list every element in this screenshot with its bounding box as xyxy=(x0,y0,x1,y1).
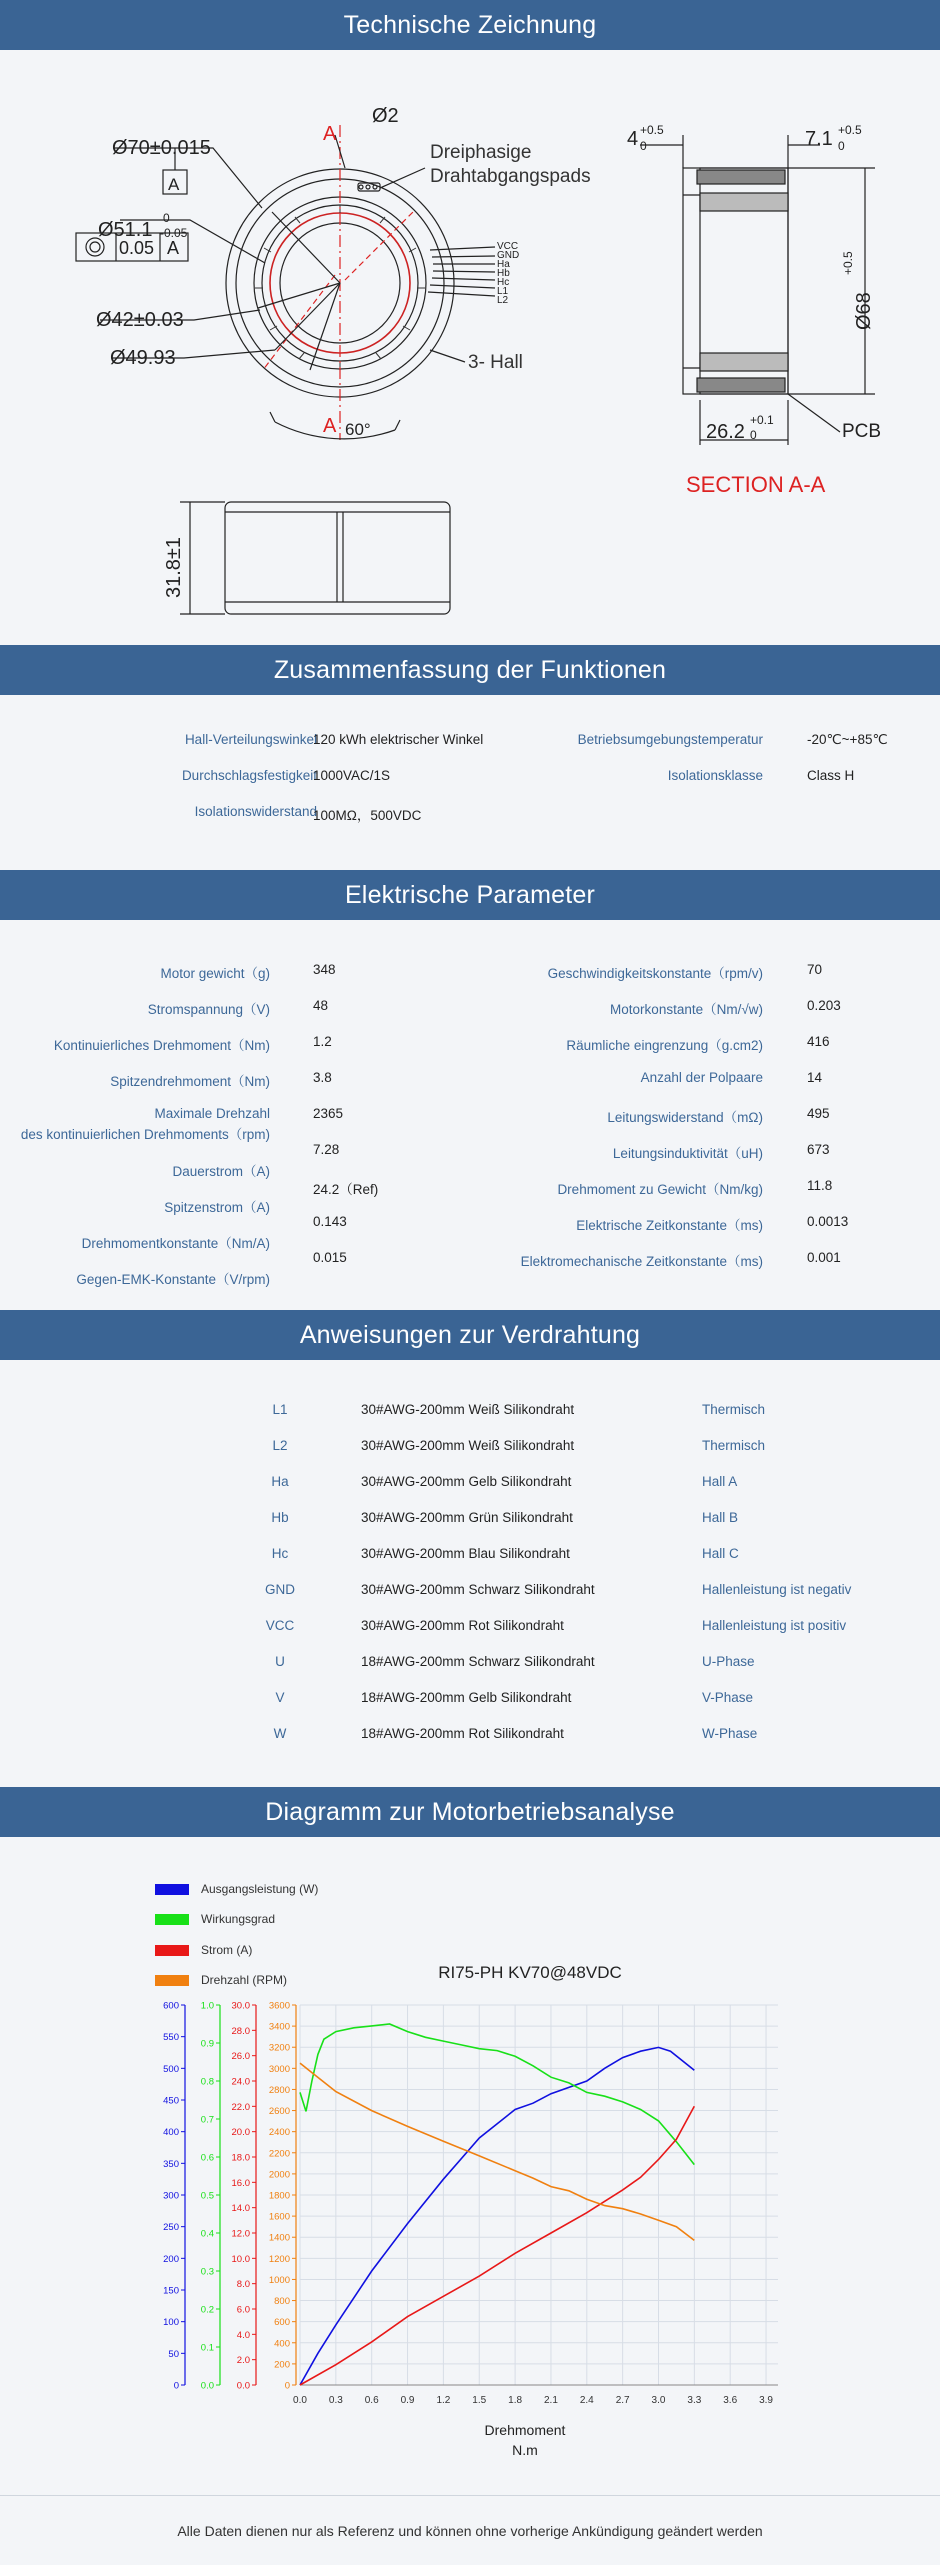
wire-function: Hall A xyxy=(702,1474,738,1489)
y-tick-label: 200 xyxy=(163,2253,179,2265)
y-tick-label: 22.0 xyxy=(231,2101,250,2113)
table-row xyxy=(0,1474,940,1494)
wire-name: Ha xyxy=(271,1474,289,1489)
wire-name: U xyxy=(275,1654,285,1669)
dim-49: Ø49.93 xyxy=(110,347,176,369)
dim-7: 7.1 xyxy=(805,128,833,150)
x-tick-label: 1.5 xyxy=(472,2395,487,2406)
wire-spec: 30#AWG-200mm Weiß Silikondraht xyxy=(361,1402,575,1417)
y-tick-label: 0.0 xyxy=(236,2380,250,2392)
pin-label: L1 xyxy=(497,286,509,297)
param-value: 0.001 xyxy=(807,1250,841,1265)
param-label: Elektromechanische Zeitkonstante（ms) xyxy=(520,1254,763,1269)
y-tick-label: 0.5 xyxy=(200,2190,214,2202)
section-mark-top: A xyxy=(323,123,337,145)
footer-note: Alle Daten dienen nur als Referenz und können ohne vorherige Ankündigung geändert werden xyxy=(0,2495,940,2565)
pcb-label: PCB xyxy=(842,421,882,442)
tol-51-top: 0 xyxy=(163,211,170,225)
param-value: 2365 xyxy=(313,1106,344,1121)
table-row xyxy=(0,768,940,788)
y-tick-label: 3600 xyxy=(268,2000,290,2012)
pin-label: Ha xyxy=(497,259,510,270)
y-tick-label: 2600 xyxy=(268,2106,290,2118)
angle-label: 60° xyxy=(345,420,371,439)
legend-swatch xyxy=(155,1884,189,1895)
function-value: Class H xyxy=(807,768,855,783)
y-tick-label: 14.0 xyxy=(231,2203,250,2215)
function-label: Durchschlagsfestigkeit xyxy=(181,768,317,783)
wire-name: Hc xyxy=(271,1546,289,1561)
wire-spec: 30#AWG-200mm Schwarz Silikondraht xyxy=(361,1582,595,1597)
dim-2: Ø2 xyxy=(372,105,399,127)
dim-7-tol-top: +0.5 xyxy=(838,123,862,137)
pin-label: GND xyxy=(497,250,520,261)
y-tick-label: 2400 xyxy=(268,2127,290,2139)
y-tick-label: 3000 xyxy=(268,2063,290,2075)
x-tick-label: 1.2 xyxy=(436,2395,451,2406)
table-row xyxy=(0,804,940,824)
dim-4-tol-top: +0.5 xyxy=(640,123,664,137)
param-value: 0.0013 xyxy=(807,1214,849,1229)
y-tick-label: 0.0 xyxy=(200,2380,214,2392)
wire-function: Hall C xyxy=(702,1546,739,1561)
param-label: Leitungswiderstand（mΩ) xyxy=(607,1110,763,1125)
wiring-section xyxy=(0,1310,940,1360)
param-label: Spitzenstrom（A) xyxy=(164,1200,270,1215)
wire-function: Thermisch xyxy=(702,1402,766,1417)
param-value: 673 xyxy=(807,1142,830,1157)
y-tick-label: 28.0 xyxy=(231,2025,250,2037)
functions-title: Zusammenfassung der Funktionen xyxy=(0,645,940,695)
wire-spec: 30#AWG-200mm Blau Silikondraht xyxy=(361,1546,570,1561)
wire-spec: 18#AWG-200mm Rot Silikondraht xyxy=(361,1726,564,1741)
param-value: 7.28 xyxy=(313,1142,340,1157)
y-tick-label: 600 xyxy=(274,2317,290,2329)
y-tick-label: 18.0 xyxy=(231,2152,250,2164)
y-tick-label: 0.9 xyxy=(200,2038,214,2050)
function-value: 100MΩ，500VDC xyxy=(313,808,422,823)
wire-name: V xyxy=(275,1690,285,1705)
chart-title: RI75-PH KV70@48VDC xyxy=(438,1963,622,1982)
series-line xyxy=(300,2024,694,2165)
y-tick-label: 3400 xyxy=(268,2021,290,2033)
dim-70: Ø70±0.015 xyxy=(112,137,211,159)
param-value: 0.143 xyxy=(313,1214,347,1229)
param-label: Geschwindigkeitskonstante（rpm/v) xyxy=(547,966,763,981)
table-row xyxy=(0,1690,940,1710)
x-tick-label: 0.0 xyxy=(293,2395,307,2406)
wire-spec: 30#AWG-200mm Weiß Silikondraht xyxy=(361,1438,575,1453)
x-tick-label: 0.3 xyxy=(328,2395,343,2406)
dim-26-tol-bottom: 0 xyxy=(750,428,757,442)
function-value: -20℃~+85℃ xyxy=(807,732,888,747)
y-tick-label: 400 xyxy=(274,2338,290,2350)
x-tick-label: 2.4 xyxy=(579,2395,594,2406)
pin-label: L2 xyxy=(497,295,509,306)
param-value: 0.203 xyxy=(807,998,841,1013)
x-tick-label: 2.1 xyxy=(543,2395,558,2406)
wiring-title: Anweisungen zur Verdrahtung xyxy=(0,1310,940,1360)
y-tick-label: 300 xyxy=(163,2190,179,2202)
x-tick-label: 1.8 xyxy=(508,2395,523,2406)
param-label: Maximale Drehzahl xyxy=(154,1106,270,1121)
legend-label: Strom (A) xyxy=(201,1943,253,1957)
function-label: Isolationsklasse xyxy=(667,768,763,783)
dim-26-tol-top: +0.1 xyxy=(750,413,774,427)
param-label: Leitungsinduktivität（uH) xyxy=(612,1146,763,1161)
y-tick-label: 2800 xyxy=(268,2084,290,2096)
pin-label: Hb xyxy=(497,268,510,279)
y-tick-label: 4.0 xyxy=(236,2329,250,2341)
y-tick-label: 1600 xyxy=(268,2211,290,2223)
wire-function: Hallenleistung ist negativ xyxy=(702,1582,852,1597)
y-tick-label: 0 xyxy=(284,2380,290,2392)
pads-line1: Dreiphasige xyxy=(430,142,532,163)
y-tick-label: 1400 xyxy=(268,2232,290,2244)
wire-spec: 30#AWG-200mm Grün Silikondraht xyxy=(361,1510,573,1525)
y-tick-label: 30.0 xyxy=(231,2000,250,2012)
legend-label: Wirkungsgrad xyxy=(201,1912,276,1926)
function-value: 120 kWh elektrischer Winkel xyxy=(313,732,484,747)
y-tick-label: 10.0 xyxy=(231,2253,250,2265)
pin-label: Hc xyxy=(497,277,510,288)
table-row xyxy=(0,1438,940,1458)
x-tick-label: 3.3 xyxy=(687,2395,702,2406)
y-tick-label: 600 xyxy=(163,2000,179,2012)
y-tick-label: 200 xyxy=(274,2359,290,2371)
param-value: 24.2（Ref) xyxy=(313,1182,379,1197)
y-tick-label: 0.3 xyxy=(200,2266,214,2278)
y-tick-label: 26.0 xyxy=(231,2051,250,2063)
param-value: 0.015 xyxy=(313,1250,347,1265)
drawing-title: Technische Zeichnung xyxy=(0,0,940,50)
electrical-section xyxy=(0,870,940,920)
param-label: Drehmomentkonstante（Nm/A) xyxy=(81,1236,270,1251)
legend-item xyxy=(155,1880,318,1898)
y-tick-label: 500 xyxy=(163,2063,179,2075)
electrical-title: Elektrische Parameter xyxy=(0,870,940,920)
wire-spec: 30#AWG-200mm Rot Silikondraht xyxy=(361,1618,564,1633)
functions-section xyxy=(0,645,940,695)
x-tick-label: 0.9 xyxy=(400,2395,415,2406)
table-row xyxy=(0,1510,940,1530)
wire-name: GND xyxy=(265,1582,295,1597)
y-tick-label: 0.4 xyxy=(200,2228,214,2240)
x-axis-unit: N.m xyxy=(512,2442,538,2458)
x-tick-label: 2.7 xyxy=(615,2395,630,2406)
y-tick-label: 20.0 xyxy=(231,2127,250,2139)
technical-drawing xyxy=(0,50,940,645)
table-row xyxy=(0,1618,940,1638)
dim-7-tol-bottom: 0 xyxy=(838,139,845,153)
wire-name: W xyxy=(273,1726,287,1741)
y-tick-label: 0.6 xyxy=(200,2152,214,2164)
dim-4-tol-bottom: 0 xyxy=(640,139,647,153)
param-value: 3.8 xyxy=(313,1070,332,1085)
param-label: Kontinuierliches Drehmoment（Nm) xyxy=(53,1038,270,1053)
y-tick-label: 1.0 xyxy=(200,2000,214,2012)
conc-ref: A xyxy=(167,238,180,258)
y-tick-label: 0.7 xyxy=(200,2114,214,2126)
param-value: 70 xyxy=(807,962,823,977)
wire-function: U-Phase xyxy=(702,1654,755,1669)
hall-note: 3- Hall xyxy=(468,352,523,373)
dim-51: Ø51.1 xyxy=(98,219,153,241)
table-row xyxy=(0,1546,940,1566)
y-tick-label: 400 xyxy=(163,2127,179,2139)
y-tick-label: 2000 xyxy=(268,2169,290,2181)
x-tick-label: 3.6 xyxy=(723,2395,738,2406)
diagram-section xyxy=(0,1787,940,1837)
param-label: Motor gewicht（g) xyxy=(160,966,270,981)
y-tick-label: 1800 xyxy=(268,2190,290,2202)
wire-spec: 30#AWG-200mm Gelb Silikondraht xyxy=(361,1474,572,1489)
tol-51-bottom: -0.05 xyxy=(160,226,188,240)
y-tick-label: 8.0 xyxy=(236,2279,250,2291)
conc-value: 0.05 xyxy=(119,238,155,258)
table-row xyxy=(0,1654,940,1674)
wire-function: Hallenleistung ist positiv xyxy=(702,1618,847,1633)
wire-name: VCC xyxy=(265,1618,295,1633)
wire-function: Hall B xyxy=(702,1510,739,1525)
y-tick-label: 16.0 xyxy=(231,2177,250,2189)
dim-26: 26.2 xyxy=(706,421,745,443)
y-tick-label: 0 xyxy=(173,2380,179,2392)
param-label: Motorkonstante（Nm/√w) xyxy=(610,1002,763,1017)
section-label: SECTION A-A xyxy=(686,472,826,497)
legend-label: Ausgangsleistung (W) xyxy=(201,1882,319,1896)
y-tick-label: 12.0 xyxy=(231,2228,250,2240)
x-tick-label: 3.0 xyxy=(651,2395,666,2406)
function-label: Isolationswiderstand xyxy=(194,804,317,819)
table-row xyxy=(0,1402,940,1422)
y-tick-label: 100 xyxy=(163,2317,179,2329)
wire-function: W-Phase xyxy=(702,1726,758,1741)
y-tick-label: 250 xyxy=(163,2222,179,2234)
datum-a: A xyxy=(168,175,180,194)
param-label: Elektrische Zeitkonstante（ms) xyxy=(576,1218,763,1233)
y-tick-label: 24.0 xyxy=(231,2076,250,2088)
y-tick-label: 550 xyxy=(163,2032,179,2044)
y-tick-label: 50 xyxy=(168,2348,179,2360)
param-label: des kontinuierlichen Drehmoments（rpm) xyxy=(20,1127,270,1142)
y-tick-label: 0.8 xyxy=(200,2076,214,2088)
y-tick-label: 800 xyxy=(274,2296,290,2308)
y-tick-label: 0.2 xyxy=(200,2304,214,2316)
dim-42: Ø42±0.03 xyxy=(96,309,184,331)
wire-name: Hb xyxy=(271,1510,289,1525)
param-value: 495 xyxy=(807,1106,830,1121)
wire-function: Thermisch xyxy=(702,1438,766,1453)
y-tick-label: 3200 xyxy=(268,2042,290,2054)
y-tick-label: 1000 xyxy=(268,2274,290,2286)
y-tick-label: 0.1 xyxy=(200,2342,214,2354)
param-label: Räumliche eingrenzung（g.cm2) xyxy=(566,1038,763,1053)
pads-line2: Drahtabgangspads xyxy=(430,166,591,187)
dim-4: 4 xyxy=(627,128,639,150)
table-row xyxy=(0,1582,940,1602)
function-label: Betriebsumgebungstemperatur xyxy=(577,732,763,747)
param-label: Anzahl der Polpaare xyxy=(640,1070,763,1085)
param-label: Dauerstrom（A) xyxy=(172,1164,270,1179)
y-tick-label: 1200 xyxy=(268,2253,290,2265)
param-label: Drehmoment zu Gewicht（Nm/kg) xyxy=(557,1182,763,1197)
param-label: Gegen-EMK-Konstante（V/rpm) xyxy=(76,1272,270,1287)
drawing-section xyxy=(0,0,940,598)
wire-spec: 18#AWG-200mm Gelb Silikondraht xyxy=(361,1690,572,1705)
performance-chart xyxy=(0,1920,940,2480)
pin-label: VCC xyxy=(497,241,519,252)
param-value: 14 xyxy=(807,1070,823,1085)
x-tick-label: 0.6 xyxy=(364,2395,379,2406)
wire-name: L2 xyxy=(272,1438,288,1453)
wire-spec: 18#AWG-200mm Schwarz Silikondraht xyxy=(361,1654,595,1669)
x-tick-label: 3.9 xyxy=(759,2395,774,2406)
function-label: Hall-Verteilungswinkel xyxy=(184,732,317,747)
section-mark-bottom: A xyxy=(323,415,337,437)
param-label: Stromspannung（V) xyxy=(147,1002,270,1017)
param-value: 416 xyxy=(807,1034,830,1049)
height-dim: 31.8±1 xyxy=(163,536,185,598)
y-tick-label: 2200 xyxy=(268,2148,290,2160)
y-tick-label: 150 xyxy=(163,2285,179,2297)
table-row xyxy=(0,732,940,752)
param-label: Spitzendrehmoment（Nm) xyxy=(110,1074,270,1089)
wire-name: L1 xyxy=(272,1402,288,1417)
y-tick-label: 450 xyxy=(163,2095,179,2107)
param-value: 11.8 xyxy=(807,1178,833,1193)
table-row xyxy=(0,1726,940,1746)
dim-68-tol: +0.5 xyxy=(841,251,855,275)
x-axis-title: Drehmoment xyxy=(484,2422,566,2438)
legend-label: Drehzahl (RPM) xyxy=(201,1973,288,1987)
dim-68: Ø68 xyxy=(853,292,875,330)
param-value: 1.2 xyxy=(313,1034,332,1049)
y-tick-label: 350 xyxy=(163,2158,179,2170)
y-tick-label: 6.0 xyxy=(236,2304,250,2316)
param-value: 348 xyxy=(313,962,336,977)
y-tick-label: 2.0 xyxy=(236,2355,250,2367)
function-value: 1000VAC/1S xyxy=(313,768,391,783)
wire-function: V-Phase xyxy=(702,1690,754,1705)
param-value: 48 xyxy=(313,998,329,1013)
diagram-title: Diagramm zur Motorbetriebsanalyse xyxy=(0,1787,940,1837)
